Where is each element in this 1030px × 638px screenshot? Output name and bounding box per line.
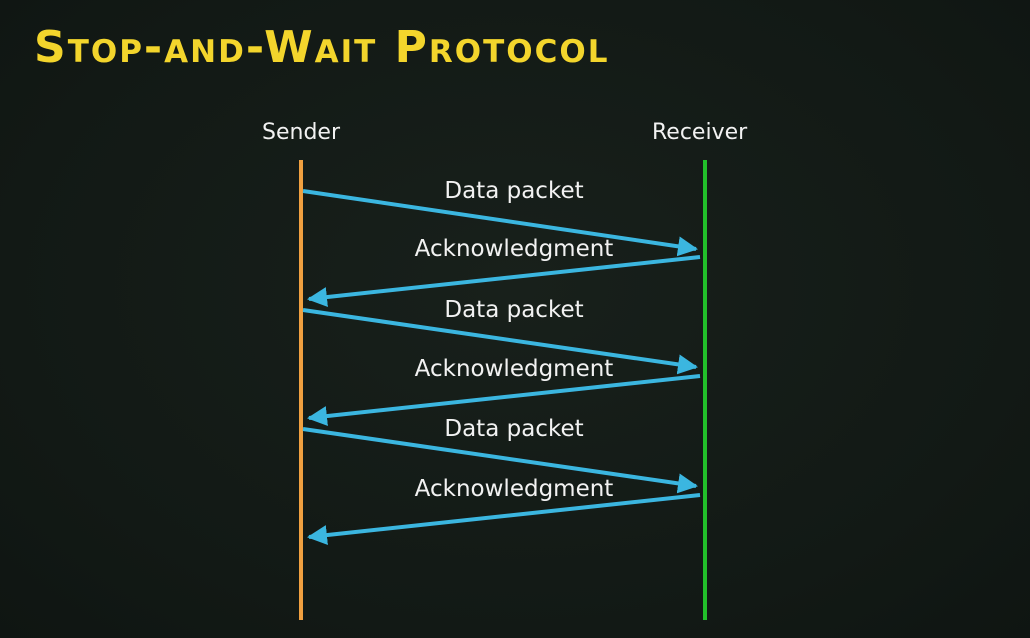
- data-packet-label: Data packet: [444, 297, 584, 323]
- sender-label: Sender: [262, 120, 340, 145]
- acknowledgment-label: Acknowledgment: [414, 356, 614, 382]
- acknowledgment-label: Acknowledgment: [414, 476, 614, 502]
- acknowledgment-label: Acknowledgment: [414, 236, 614, 262]
- receiver-label: Receiver: [652, 120, 748, 145]
- acknowledgment-arrow: [309, 257, 700, 299]
- page-title: Stop-and-Wait Protocol: [34, 22, 610, 73]
- data-packet-label: Data packet: [444, 178, 584, 204]
- acknowledgment-arrow: [309, 376, 700, 418]
- data-packet-label: Data packet: [444, 416, 584, 442]
